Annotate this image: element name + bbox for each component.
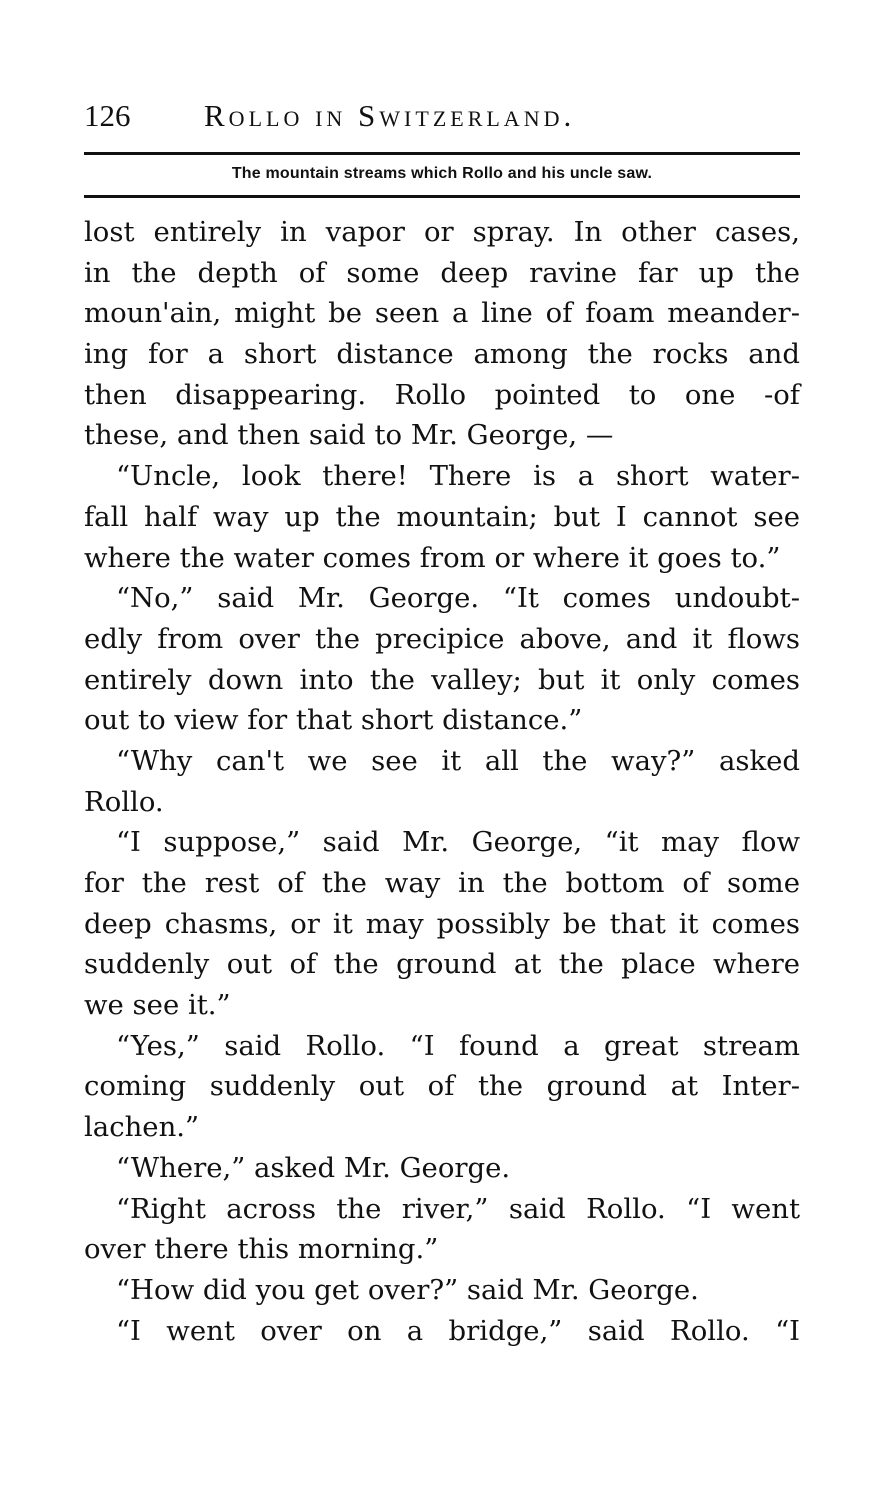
- header-rule-top: [84, 152, 800, 155]
- text-line: Rollo.: [84, 785, 164, 818]
- text-line: “Why can't we see it all the way?” asked: [116, 744, 800, 777]
- text-line: then disappearing. Rollo pointed to one -of: [84, 378, 800, 411]
- text-line: out to view for that short distance.”: [84, 704, 583, 737]
- text-line: fall half way up the mountain; but I cannot see: [84, 500, 800, 533]
- page-header: [84, 96, 800, 144]
- text-line: “No,” said Mr. George. “It comes undoubt-: [116, 582, 800, 615]
- text-line: “Uncle, look there! There is a short water-: [116, 460, 800, 493]
- text-line: in the depth of some deep ravine far up the: [84, 256, 800, 289]
- body-text: [84, 212, 800, 1351]
- text-line: “Right across the river,” said Rollo. “I went: [116, 1192, 800, 1225]
- page-number: 126: [84, 98, 131, 133]
- text-line: we see it.”: [84, 989, 231, 1022]
- text-line: “I suppose,” said Mr. George, “it may flow: [116, 826, 800, 859]
- text-line: entirely down into the valley; but it only comes: [84, 663, 800, 696]
- text-line: for the rest of the way in the bottom of some: [84, 867, 800, 899]
- text-line: lost entirely in vapor or spray. In other cases,: [84, 216, 800, 248]
- page-caption: The mountain streams which Rollo and his uncle saw.: [231, 165, 653, 182]
- text-line: “Yes,” said Rollo. “I found a great stream: [116, 1029, 800, 1062]
- text-line: “Where,” asked Mr. George.: [116, 1151, 511, 1184]
- text-line: coming suddenly out of the ground at Inter-: [84, 1070, 800, 1103]
- text-line: “How did you get over?” said Mr. George.: [116, 1273, 699, 1306]
- header-rule-bottom: [84, 195, 800, 198]
- text-line: suddenly out of the ground at the place where: [84, 948, 800, 981]
- text-line: over there this morning.”: [84, 1233, 439, 1266]
- text-line: where the water comes from or where it goes to.”: [84, 541, 781, 574]
- text-line: ing for a short distance among the rocks and: [84, 338, 800, 371]
- text-line: moun'ain, might be seen a line of foam meander-: [84, 297, 800, 330]
- text-line: deep chasms, or it may possibly be that it comes: [84, 907, 800, 940]
- text-line: “I went over on a bridge,” said Rollo. “I: [116, 1314, 800, 1347]
- text-line: edly from over the precipice above, and it flows: [84, 622, 800, 655]
- text-line: these, and then said to Mr. George, —: [84, 419, 614, 452]
- running-title: Rollo in Switzerland.: [204, 98, 576, 133]
- text-line: lachen.”: [84, 1111, 200, 1144]
